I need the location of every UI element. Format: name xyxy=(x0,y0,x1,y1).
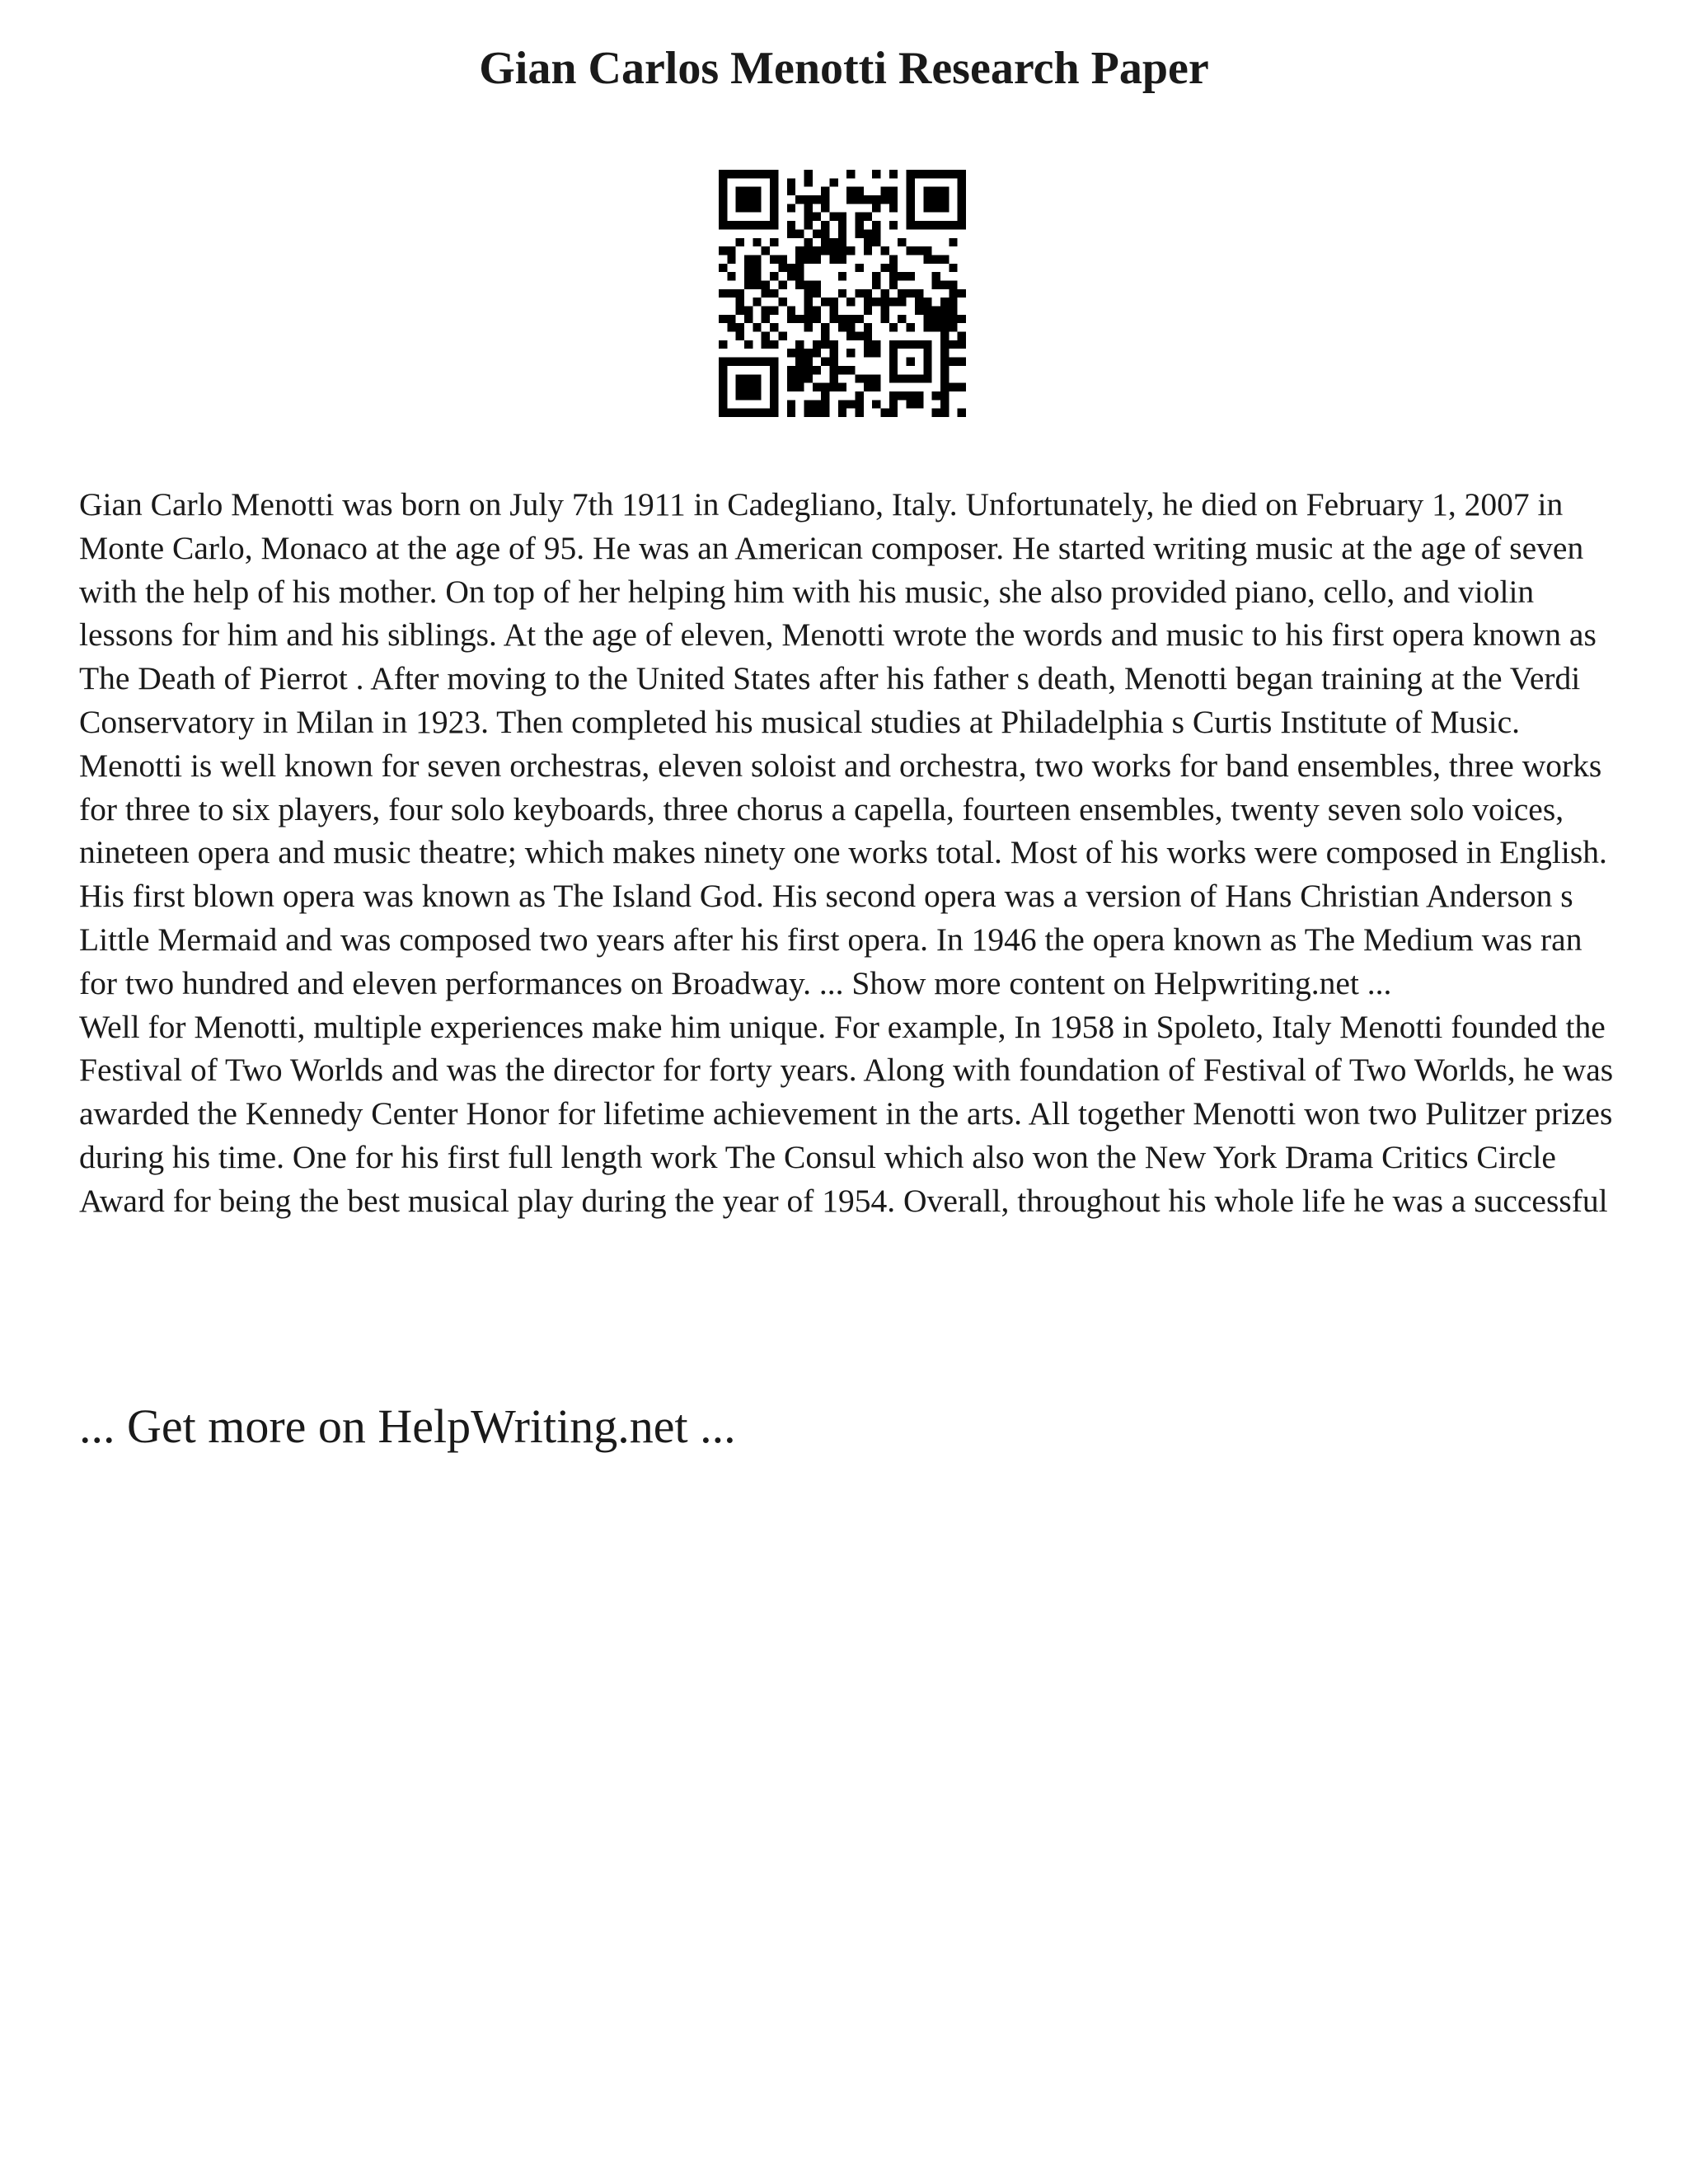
paragraph-2: Menotti is well known for seven orchestras, eleven soloist and orchestra, two works for band ensembles, three works for three to six players, four solo keyboards, three chorus a capella, fourteen ensembles, twenty seven solo voices, nineteen opera and music theatre; which makes ninety one works total. Most of his works were composed in English. His first blown opera was known as The Island God. His second opera was a version of Hans Christian Anderson s Little Mermaid and was composed two years after his first opera. In 1946 the opera known as The Medium was ran for two hundred and eleven performances on Broadway. ... Show more content on Helpwriting.net ... xyxy=(79,747,1607,1001)
article-body xyxy=(79,483,1620,1223)
qr-code-icon[interactable] xyxy=(719,170,966,417)
page-title: Gian Carlos Menotti Research Paper xyxy=(479,43,1209,94)
get-more-link[interactable]: ... Get more on HelpWriting.net ... xyxy=(79,1399,736,1453)
paragraph-3: Well for Menotti, multiple experiences make him unique. For example, In 1958 in Spoleto, Italy Menotti founded the Festival of Two Worlds and was the director for forty years. Along with foundation of Festival of Two Worlds, he was awarded the Kennedy Center Honor for lifetime achievement in the arts. All together Menotti won two Pulitzer prizes during his time. One for his first full length work The Consul which also won the New York Drama Critics Circle Award for being the best musical play during the year of 1954. Overall, throughout his whole life he was a successful xyxy=(79,1008,1614,1219)
paragraph-1: Gian Carlo Menotti was born on July 7th 1911 in Cadegliano, Italy. Unfortunately, he died on February 1, 2007 in Monte Carlo, Monaco at the age of 95. He was an American composer. He started writing music at the age of seven with the help of his mother. On top of her helping him with his music, she also provided piano, cello, and violin lessons for him and his siblings. At the age of eleven, Menotti wrote the words and music to his first opera known as The Death of Pierrot . After moving to the United States after his father s death, Menotti began training at the Verdi Conservatory in Milan in 1923. Then completed his musical studies at Philadelphia s Curtis Institute of Music. xyxy=(79,486,1597,740)
